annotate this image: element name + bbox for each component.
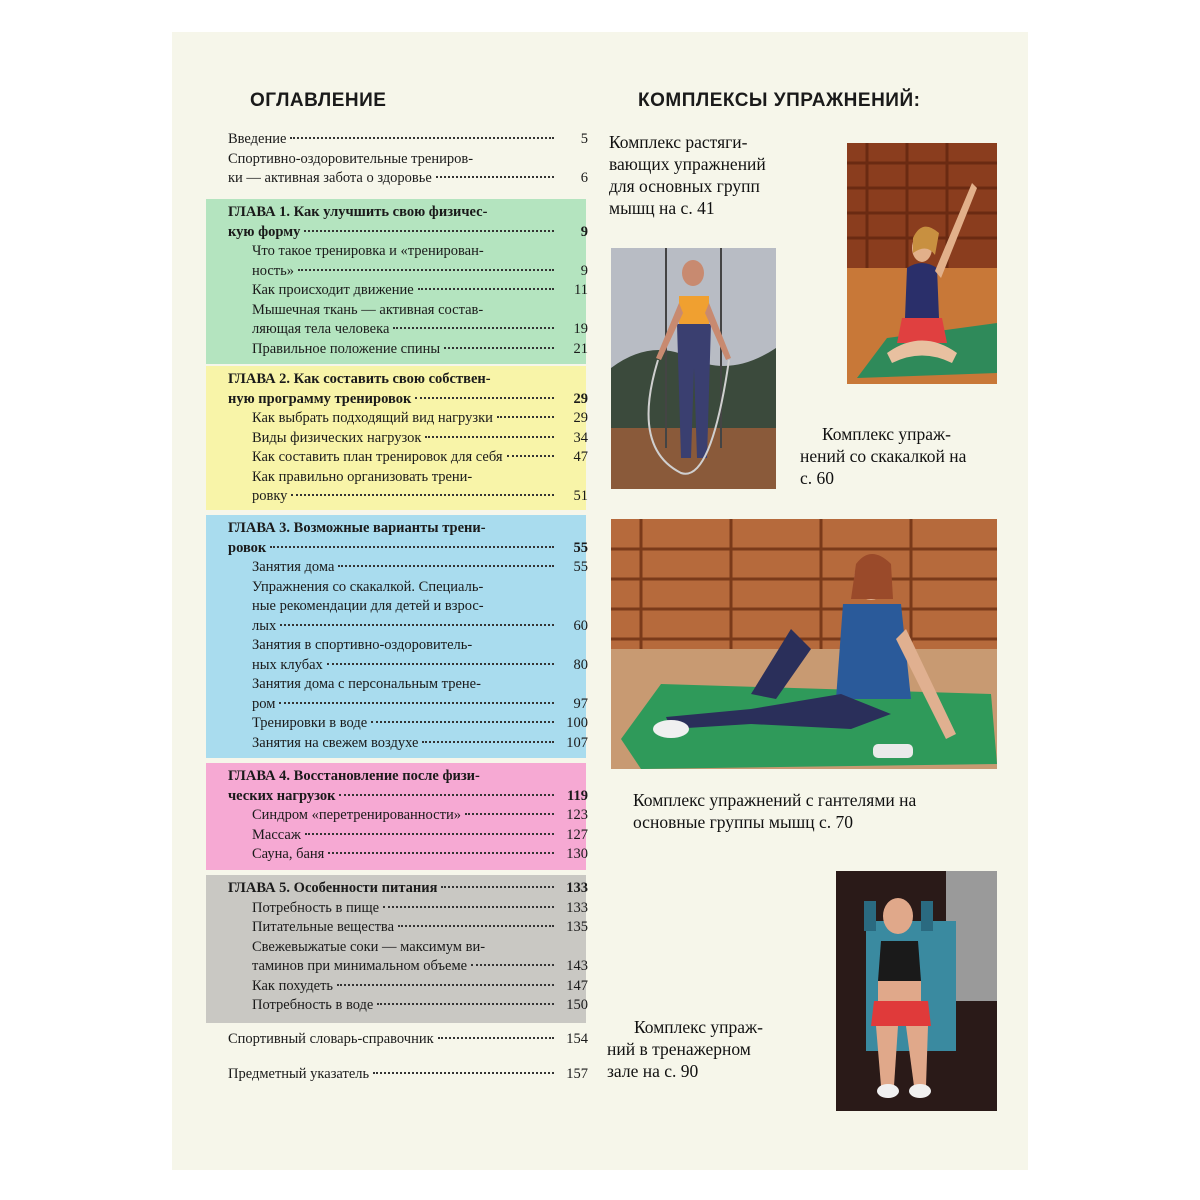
toc-entry[interactable]: [252, 242, 588, 281]
toc-entry-text: Массаж: [252, 826, 301, 843]
toc-entry-text: ровок: [228, 539, 267, 556]
toc-page-number: 97: [573, 695, 588, 712]
toc-page-number: 119: [567, 787, 588, 804]
toc-chapter-entry[interactable]: [228, 370, 588, 409]
dot-leader: [497, 416, 554, 418]
toc-entry-text: Виды физических нагрузок: [252, 429, 422, 446]
toc-entry-text: ровку: [252, 488, 288, 504]
dot-leader: [422, 741, 554, 743]
jump-rope-photo: [611, 248, 776, 489]
toc-page-number: 154: [566, 1031, 588, 1047]
toc-entry-text: ческих нагрузок: [228, 787, 336, 804]
toc-entry[interactable]: [228, 150, 588, 189]
toc-page-number: 60: [573, 617, 588, 634]
toc-page-number: 51: [573, 488, 588, 504]
dot-leader: [280, 624, 554, 626]
toc-entry-text: Мышечная ткань — активная состав-: [252, 301, 484, 318]
toc-page-number: 11: [574, 282, 588, 298]
toc-page-number: 107: [566, 734, 588, 751]
toc-block: [228, 1065, 588, 1085]
dot-leader: [444, 347, 554, 349]
toc-entry[interactable]: [252, 826, 588, 846]
toc-entry[interactable]: [252, 448, 588, 468]
toc-entry[interactable]: [252, 558, 588, 578]
caption-line: Комплекс растяги-: [609, 132, 748, 152]
caption-line: Комплекс упражнений с гантелями на: [633, 790, 917, 810]
toc-page-number: 100: [566, 715, 588, 731]
toc-entry-text: Спортивно-оздоровительные трениров-: [228, 150, 474, 167]
toc-block: [228, 370, 588, 507]
toc-entry-text: Синдром «перетренированности»: [252, 807, 461, 823]
dot-leader: [270, 546, 554, 548]
toc-entry-text: Правильное положение спины: [252, 340, 441, 357]
toc-entry[interactable]: [252, 675, 588, 714]
dot-leader: [465, 813, 554, 815]
toc-entry-text: Что такое тренировка и «тренирован-: [252, 243, 484, 259]
toc-entry-text: ГЛАВА 2. Как составить свою собствен-: [228, 371, 491, 387]
toc-page-number: 29: [573, 410, 588, 426]
toc-entry-text: Как похудеть: [252, 977, 334, 994]
toc-entry[interactable]: [252, 578, 588, 637]
toc-entry[interactable]: [228, 1030, 588, 1050]
caption-dumbbells: [633, 789, 1013, 833]
dot-leader: [441, 886, 554, 888]
dot-leader: [338, 565, 554, 567]
toc-entry-text: Предметный указатель: [228, 1066, 370, 1082]
toc-entry-text: Занятия дома с персональным трене-: [252, 676, 481, 692]
dot-leader: [291, 494, 554, 496]
toc-entry-text: ГЛАВА 4. Восстановление после физи-: [228, 768, 480, 784]
dot-leader: [373, 1072, 554, 1074]
toc-entry-text: ляющая тела человека: [252, 321, 390, 337]
toc-entry-text: ГЛАВА 3. Возможные варианты трени-: [228, 520, 486, 536]
toc-title: ОГЛАВЛЕНИЕ: [250, 90, 387, 111]
toc-page-number: 55: [573, 559, 588, 575]
caption-line: Комплекс упраж-: [822, 424, 951, 444]
toc-page-number: 21: [573, 340, 588, 357]
toc-entry-text: Питательные вещества: [252, 919, 395, 935]
dot-leader: [337, 984, 554, 986]
caption-line: нений со скакалкой на: [800, 446, 967, 466]
toc-block: [228, 1030, 588, 1050]
dot-leader: [393, 327, 554, 329]
toc-entry[interactable]: [252, 977, 588, 997]
toc-entry-text: ных клубах: [252, 656, 323, 673]
toc-entry-text: лых: [252, 617, 277, 634]
dot-leader: [279, 702, 554, 704]
dumbbells-photo: [611, 519, 997, 769]
dot-leader: [328, 852, 554, 854]
dot-leader: [398, 925, 554, 927]
toc-entry-text: Занятия в спортивно-оздоровитель-: [252, 637, 473, 653]
exercises-title: КОМПЛЕКСЫ УПРАЖНЕНИЙ:: [638, 90, 921, 111]
toc-page-number: 5: [580, 131, 588, 147]
caption-line: основные группы мышц с. 70: [633, 812, 853, 832]
toc-entry-text: Как правильно организовать трени-: [252, 468, 473, 485]
caption-line: Комплекс упраж-: [634, 1017, 763, 1037]
toc-page-number: 6: [580, 170, 588, 186]
toc-page-number: 143: [566, 958, 588, 974]
dot-leader: [418, 288, 554, 290]
toc-entry-text: Как происходит движение: [252, 282, 414, 298]
toc-page-number: 9: [580, 223, 588, 240]
dot-leader: [425, 436, 554, 438]
toc-page-number: 150: [566, 997, 588, 1013]
toc-page-number: 157: [566, 1066, 588, 1082]
toc-entry-text: Потребность в воде: [252, 997, 374, 1013]
stretching-photo: [847, 143, 997, 384]
dot-leader: [304, 230, 554, 232]
gym-machine-photo: [836, 871, 997, 1111]
toc-page-number: 130: [566, 846, 588, 862]
dot-leader: [507, 455, 554, 457]
toc-entry[interactable]: [252, 918, 588, 938]
toc-entry[interactable]: [252, 409, 588, 429]
toc-entry[interactable]: [252, 429, 588, 449]
dot-leader: [436, 176, 554, 178]
toc-entry[interactable]: [252, 340, 588, 360]
toc-entry[interactable]: [252, 899, 588, 919]
dot-leader: [339, 794, 554, 796]
toc-entry[interactable]: [252, 938, 588, 977]
toc-block: [228, 879, 588, 1016]
caption-line: зале на с. 90: [607, 1061, 699, 1081]
caption-line: с. 60: [800, 468, 835, 488]
toc-entry[interactable]: [252, 468, 588, 507]
toc-chapter-entry[interactable]: [228, 767, 588, 806]
dot-leader: [327, 663, 554, 665]
toc-entry[interactable]: [252, 636, 588, 675]
toc-page-number: 133: [566, 880, 588, 896]
toc-entry[interactable]: [252, 845, 588, 865]
caption-line: вающих упражнений: [609, 154, 766, 174]
toc-page-number: 47: [573, 449, 588, 465]
toc-entry-text: ность»: [252, 262, 295, 279]
toc-entry-text: ром: [252, 695, 276, 712]
toc-entry-text: Свежевыжатые соки — максимум ви-: [252, 938, 486, 955]
toc-block: [228, 203, 588, 359]
toc-page-number: 55: [573, 539, 588, 556]
toc-page-number: 34: [573, 429, 588, 446]
toc-entry[interactable]: [252, 301, 588, 340]
caption-gym: [607, 1016, 812, 1082]
toc-entry-text: кую форму: [228, 223, 301, 240]
toc-entry-text: ную программу тренировок: [228, 390, 412, 407]
dot-leader: [290, 137, 554, 139]
toc-entry-text: Введение: [228, 131, 287, 147]
toc-chapter-entry[interactable]: [228, 879, 588, 899]
toc-entry[interactable]: [228, 1065, 588, 1085]
toc-chapter-entry[interactable]: [228, 519, 588, 558]
toc-block: [228, 130, 588, 189]
dot-leader: [471, 964, 554, 966]
toc-page-number: 19: [573, 321, 588, 337]
toc-entry[interactable]: [252, 996, 588, 1016]
toc-entry-text: ГЛАВА 1. Как улучшить свою физичес-: [228, 204, 488, 220]
toc-page-number: 127: [566, 826, 588, 843]
caption-line: мышц на с. 41: [609, 198, 715, 218]
dot-leader: [383, 906, 554, 908]
toc-entry-text: Сауна, баня: [252, 846, 325, 862]
caption-line: ний в тренажерном: [607, 1039, 751, 1059]
toc-page-number: 80: [573, 656, 588, 673]
caption-jump-rope: [800, 423, 1010, 489]
toc-page-number: 9: [580, 262, 588, 279]
toc-page-number: 29: [573, 390, 588, 407]
toc-entry-text: ки — активная забота о здоровье: [228, 170, 432, 186]
toc-entry-text: Тренировки в воде: [252, 715, 368, 731]
toc-page-number: 123: [566, 807, 588, 823]
toc-entry-text: таминов при минимальном объеме: [252, 958, 468, 974]
toc-entry[interactable]: [252, 714, 588, 734]
toc-entry-text: Занятия на свежем воздухе: [252, 734, 419, 751]
toc-entry[interactable]: [252, 281, 588, 301]
dot-leader: [371, 721, 554, 723]
toc-entry[interactable]: [252, 734, 588, 754]
toc-entry-text: Упражнения со скакалкой. Специаль-: [252, 578, 484, 595]
toc-entry-text: Потребность в пище: [252, 899, 380, 916]
toc-entry[interactable]: [252, 806, 588, 826]
toc-entry-text: Занятия дома: [252, 559, 335, 575]
toc-block: [228, 519, 588, 753]
toc-entry-text: Как выбрать подходящий вид нагрузки: [252, 410, 493, 426]
toc-entry-text: ные рекомендации для детей и взрос-: [252, 598, 484, 614]
toc-entry-text: ГЛАВА 5. Особенности питания: [228, 880, 438, 896]
dot-leader: [415, 397, 554, 399]
toc-page-number: 147: [566, 977, 588, 994]
toc-entry[interactable]: [228, 130, 588, 150]
toc-entry-text: Как составить план тренировок для себя: [252, 449, 503, 465]
dot-leader: [377, 1003, 554, 1005]
toc-block: [228, 767, 588, 865]
toc-chapter-entry[interactable]: [228, 203, 588, 242]
toc-page-number: 133: [566, 899, 588, 916]
dot-leader: [298, 269, 554, 271]
toc-entry-text: Спортивный словарь-справочник: [228, 1031, 434, 1047]
caption-line: для основных групп: [609, 176, 760, 196]
toc-page-number: 135: [566, 919, 588, 935]
caption-stretching: [609, 131, 834, 219]
dot-leader: [305, 833, 554, 835]
dot-leader: [438, 1037, 554, 1039]
